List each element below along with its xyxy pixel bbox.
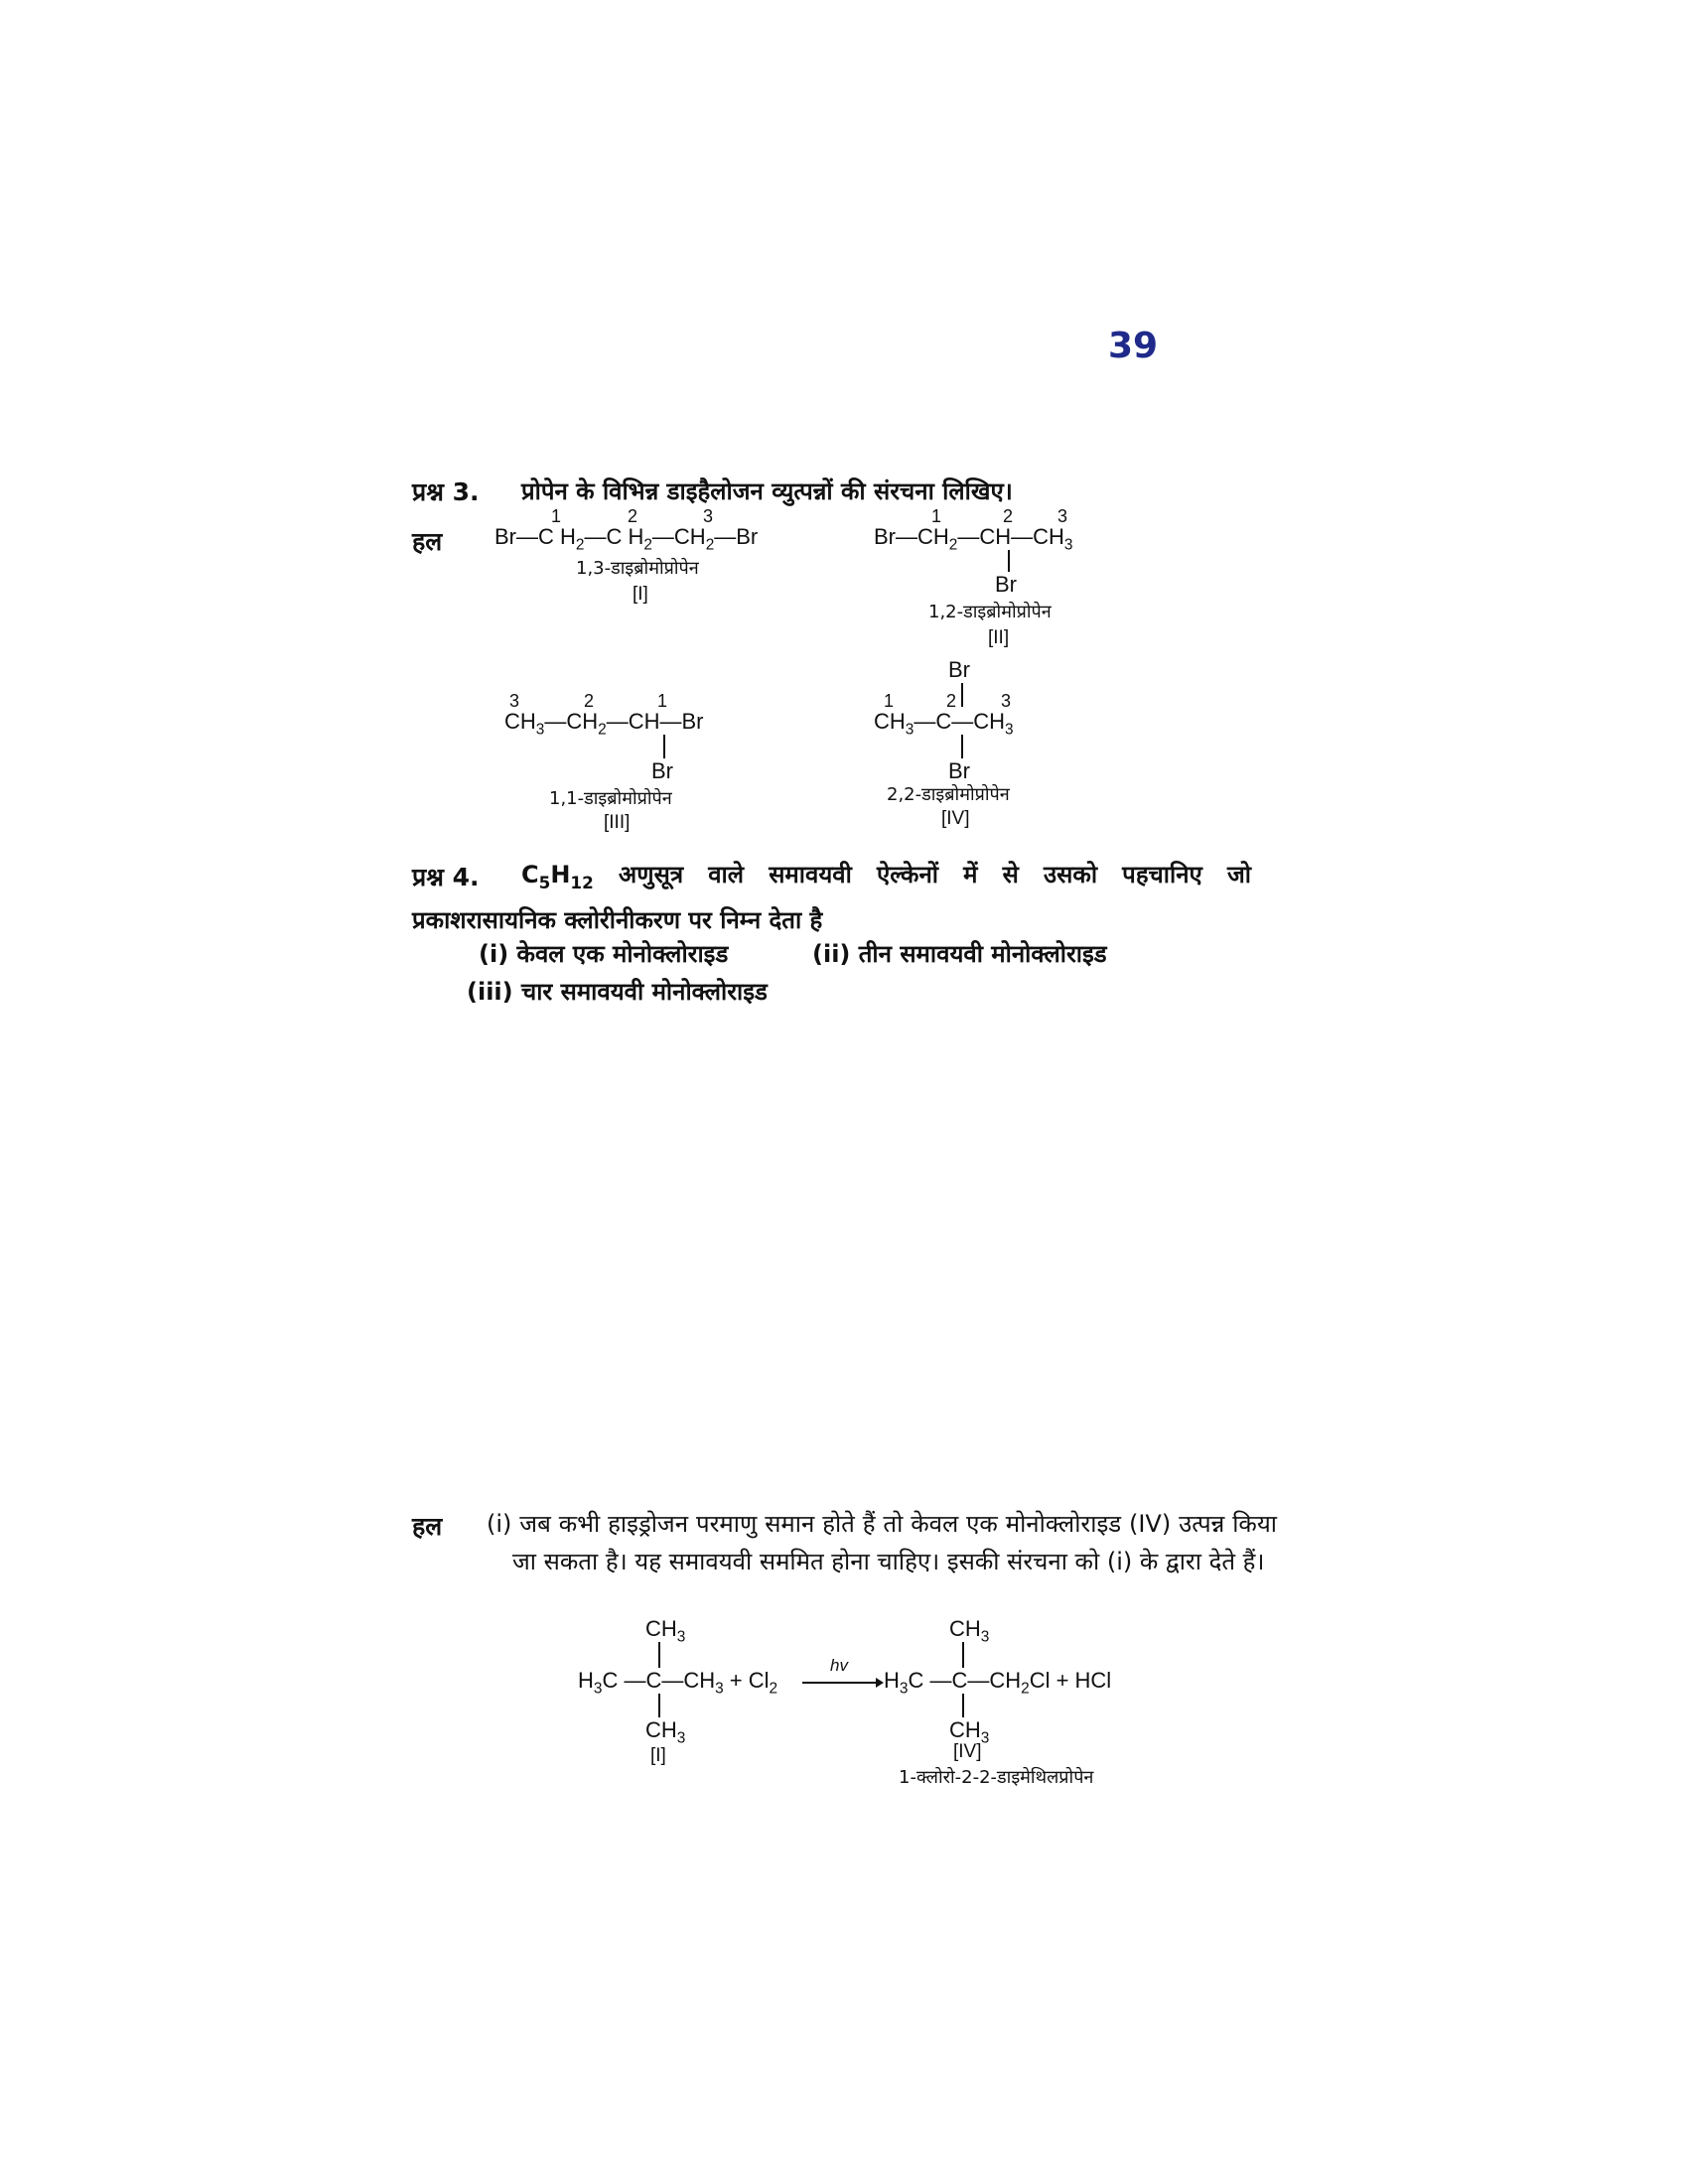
locant: 2 <box>584 691 595 711</box>
q3-label: प्रश्न 3. <box>412 478 480 506</box>
substituent: Br <box>995 572 1017 597</box>
arrow-label: hv <box>830 1656 848 1675</box>
reactant-tag: [I] <box>650 1745 666 1766</box>
locant: 3 <box>703 506 714 526</box>
locant: 3 <box>1001 691 1012 711</box>
q4-option-3: (iii) चार समावयवी मोनोक्लोराइड <box>467 978 768 1006</box>
answer-label: हल <box>412 1512 443 1541</box>
formula: $CH_3—C—CH_3$ <box>874 709 1014 739</box>
reaction-arrow <box>802 1676 884 1690</box>
q4-text: $C_5H_{12}$ अणुसूत्र वाले समावयवी ऐल्केनों में से उसको पहचानिए जो प्रकाशरासायनिक क्लोरीनीकरण पर निम्न देता है <box>412 861 1251 934</box>
reactant-top-group: $CH_3$ <box>645 1616 686 1646</box>
locant: 1 <box>884 691 895 711</box>
locant: 3 <box>1057 506 1068 526</box>
top-substituent: Br <box>948 657 970 682</box>
q4-option-1: (i) केवल एक मोनोक्लोराइड <box>479 940 729 968</box>
compound-name: 1,2-डाइब्रोमोप्रोपेन <box>928 602 1052 622</box>
compound-tag: [II] <box>988 627 1010 648</box>
product-top-group: $CH_3$ <box>949 1616 990 1646</box>
compound-name: 1,3-डाइब्रोमोप्रोपेन <box>576 558 699 579</box>
q4-option-2: (ii) तीन समावयवी मोनोक्लोराइड <box>812 940 1107 968</box>
locant: 2 <box>628 506 638 526</box>
locant: 1 <box>551 506 562 526</box>
locant: 1 <box>657 691 668 711</box>
reactant-formula: $H_3C$ $—C—CH_3 + Cl_2$ <box>578 1668 778 1698</box>
compound-tag: [I] <box>633 584 648 605</box>
locant: 3 <box>509 691 520 711</box>
product-formula: $H_3C$ $—C—CH_2Cl$ + HCl <box>884 1668 1112 1698</box>
product-name: 1-क्लोरो-2-2-डाइमेथिलप्रोपेन <box>899 1767 1094 1788</box>
q4-label: प्रश्न 4. <box>412 863 480 891</box>
locant: 2 <box>1003 506 1014 526</box>
q3-text: प्रोपेन के विभिन्न डाइहैलोजन व्युत्पन्नों की संरचना लिखिए। <box>521 478 1013 505</box>
formula: $Br—CH_2—CH—CH_3$ <box>874 524 1073 554</box>
substituent: Br <box>651 758 673 783</box>
compound-name: 2,2-डाइब्रोमोप्रोपेन <box>887 784 1010 805</box>
compound-name: 1,1-डाइब्रोमोप्रोपेन <box>549 788 672 809</box>
compound-tag: [IV] <box>941 808 970 829</box>
formula: $CH_3—CH_2—CH—Br$ <box>504 709 704 739</box>
substituent: Br <box>948 758 970 783</box>
reactant-bottom-group: $CH_3$ <box>645 1717 686 1747</box>
q3-answer-label: हल <box>412 527 443 556</box>
page-number: 39 <box>1108 326 1159 366</box>
product-bottom-group: $CH_3$ <box>949 1717 990 1747</box>
locant: 2 <box>946 691 957 711</box>
compound-tag: [III] <box>604 812 631 833</box>
formula: Br—C $H_2—C$ $H_2—CH_2—Br$ <box>494 524 759 554</box>
product-tag: [IV] <box>953 1741 982 1762</box>
locant: 1 <box>931 506 942 526</box>
answer-text: (i) जब कभी हाइड्रोजन परमाणु समान होते हैं तो केवल एक मोनोक्लोराइड (IV) उत्पन्न किया जा सकता है। यह समावयवी सममित होना चाहिए। इसकी संरचना को (i) के द्वारा देते हैं। <box>487 1510 1277 1575</box>
